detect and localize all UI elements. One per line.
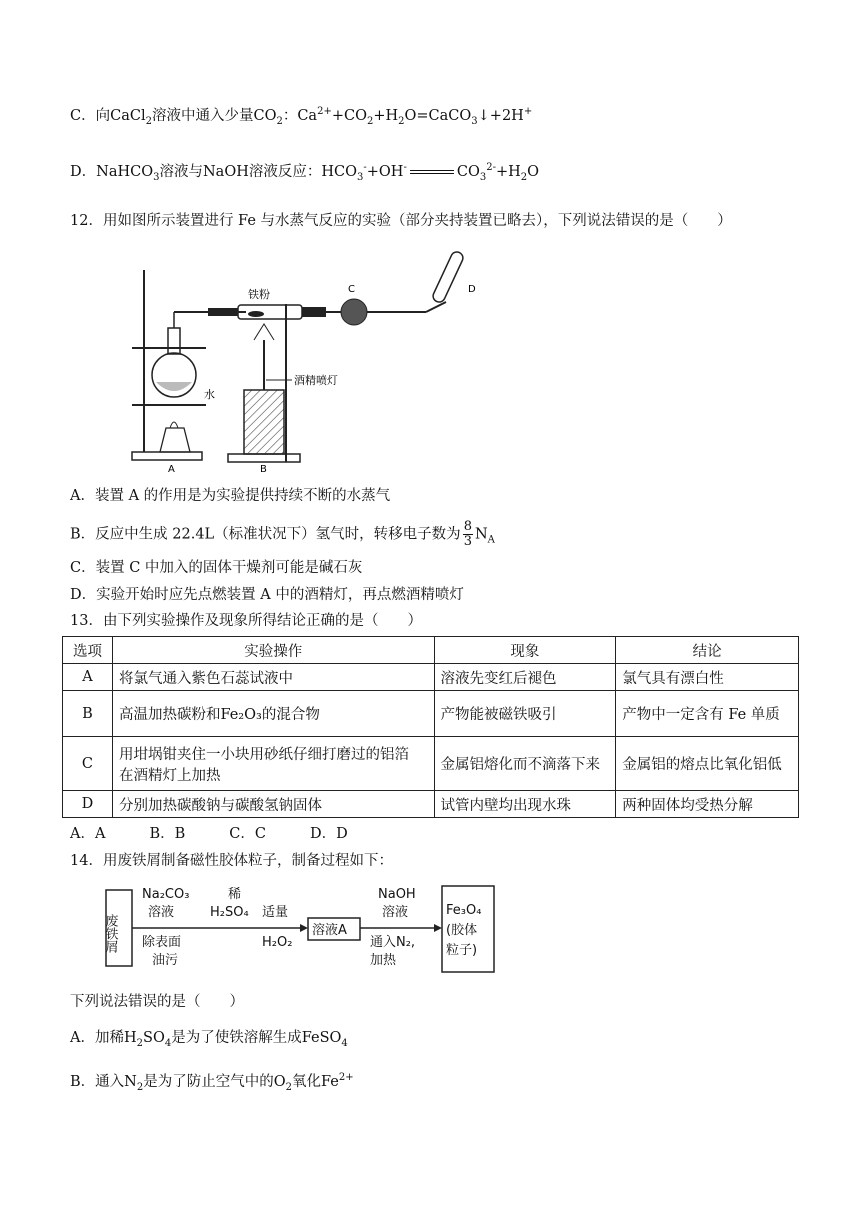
q12-apparatus-figure bbox=[96, 240, 526, 476]
q13-stem: 13．由下列实验操作及现象所得结论正确的是（ ） bbox=[70, 613, 422, 629]
table-cell: 产物能被磁铁吸引 bbox=[434, 691, 616, 737]
table-row bbox=[63, 791, 799, 818]
box-product: Fe₃O₄ bbox=[446, 903, 482, 918]
table-cell: 将氯气通入紫色石蕊试液中 bbox=[112, 664, 434, 691]
step1-reagent: Na₂CO₃ bbox=[142, 887, 190, 902]
step4-note: 通入N₂, bbox=[370, 935, 416, 950]
table-row bbox=[63, 691, 799, 737]
table-cell: B bbox=[63, 691, 113, 737]
label-c: C bbox=[348, 284, 355, 295]
step3-reagent-2: H₂O₂ bbox=[262, 935, 293, 950]
box-solution-a: 溶液A bbox=[312, 923, 347, 938]
q12-option-c: C．装置 C 中加入的固体干燥剂可能是碱石灰 bbox=[70, 560, 363, 576]
q14-option-a: A．加稀$H_2SO_4$是为了使铁溶解生成FeSO$_4$ bbox=[70, 1030, 348, 1049]
step1-note: 除表面 bbox=[142, 935, 182, 950]
q12-option-d: D．实验开始时应先点燃装置 A 中的酒精灯，再点燃酒精喷灯 bbox=[70, 587, 464, 603]
header-cell: 现象 bbox=[434, 637, 616, 664]
box-scrap-iron: 废铁屑 bbox=[102, 914, 118, 953]
label-water: 水 bbox=[204, 388, 215, 401]
label-iron-powder: 铁粉 bbox=[248, 288, 270, 301]
fraction: $\frac{8}{3}$ bbox=[463, 519, 472, 549]
step4-reagent-2: 溶液 bbox=[382, 905, 409, 920]
label-spirit-lamp: 酒精喷灯 bbox=[294, 374, 338, 387]
step3-reagent: 适量 bbox=[262, 905, 289, 920]
option-b: B．B bbox=[149, 826, 186, 842]
table-cell: D bbox=[63, 791, 113, 818]
step4-reagent: NaOH bbox=[378, 887, 416, 902]
table-cell: A bbox=[63, 664, 113, 691]
box-product-2: (胶体 bbox=[446, 923, 478, 938]
option-c: C．C bbox=[229, 826, 266, 842]
header-cell: 选项 bbox=[63, 637, 113, 664]
option-d: D．D bbox=[309, 826, 348, 842]
table-cell: 氯气具有漂白性 bbox=[616, 664, 799, 691]
q11-option-d: D．NaHCO$_3$溶液与NaOH溶液反应：$HCO_3^-+OH^-$ $CO_3^{2-}+H_2O$ bbox=[70, 162, 540, 183]
q12-option-a: A．装置 A 的作用是为实验提供持续不断的水蒸气 bbox=[70, 488, 391, 504]
label-b: B bbox=[260, 464, 267, 475]
q14-option-b: B．通入$N_2$是为了防止空气中的$O_2$氧化$Fe^{2+}$ bbox=[70, 1072, 354, 1093]
q13-options bbox=[70, 824, 348, 844]
table-cell: 分别加热碳酸钠与碳酸氢钠固体 bbox=[112, 791, 434, 818]
label-a: A bbox=[168, 464, 175, 475]
header-cell: 实验操作 bbox=[112, 637, 434, 664]
table-cell: 金属铝熔化而不滴落下来 bbox=[434, 737, 616, 791]
q11-option-c: C．向CaCl$_2$溶液中通入少量$CO_2$：$Ca^{2+}+CO_2+H_2O=CaCO_3↓+2H^+$ bbox=[70, 106, 533, 127]
q12-option-b: B．反应中生成 22.4L（标准状况下）氢气时，转移电子数为 $\frac{8}{3}$ $N_A$ bbox=[70, 519, 495, 549]
box-product-3: 粒子) bbox=[446, 943, 478, 958]
step2-reagent: 稀 bbox=[228, 887, 242, 902]
step1-reagent-2: 溶液 bbox=[148, 905, 175, 920]
table-row bbox=[63, 664, 799, 691]
step4-note-2: 加热 bbox=[370, 953, 397, 968]
table-cell: 产物中一定含有 Fe 单质 bbox=[616, 691, 799, 737]
equals-sign bbox=[410, 170, 454, 174]
table-cell: 试管内壁均出现水珠 bbox=[434, 791, 616, 818]
label-d: D bbox=[468, 284, 476, 295]
table-cell: 用坩埚钳夹住一小块用砂纸仔细打磨过的铝箔 在酒精灯上加热 bbox=[112, 737, 434, 791]
q14-sub-stem: 下列说法错误的是（ ） bbox=[70, 994, 244, 1010]
table-cell: 两种固体均受热分解 bbox=[616, 791, 799, 818]
header-cell: 结论 bbox=[616, 637, 799, 664]
table-cell: 溶液先变红后褪色 bbox=[434, 664, 616, 691]
table-cell: C bbox=[63, 737, 113, 791]
step2-reagent-2: H₂SO₄ bbox=[210, 905, 249, 920]
step1-note-2: 油污 bbox=[152, 953, 179, 968]
option-a: A．A bbox=[70, 826, 106, 842]
table-header-row bbox=[63, 637, 799, 664]
q14-flow-diagram bbox=[100, 880, 520, 980]
q14-stem: 14．用废铁屑制备磁性胶体粒子，制备过程如下： bbox=[70, 853, 393, 869]
q13-table bbox=[62, 636, 799, 818]
table-cell: 金属铝的熔点比氧化铝低 bbox=[616, 737, 799, 791]
q12-stem: 12．用如图所示装置进行 Fe 与水蒸气反应的实验（部分夹持装置已略去），下列说法错误的是（ ） bbox=[70, 213, 732, 229]
table-row bbox=[63, 737, 799, 791]
table-cell: 高温加热碳粉和Fe₂O₃的混合物 bbox=[112, 691, 434, 737]
